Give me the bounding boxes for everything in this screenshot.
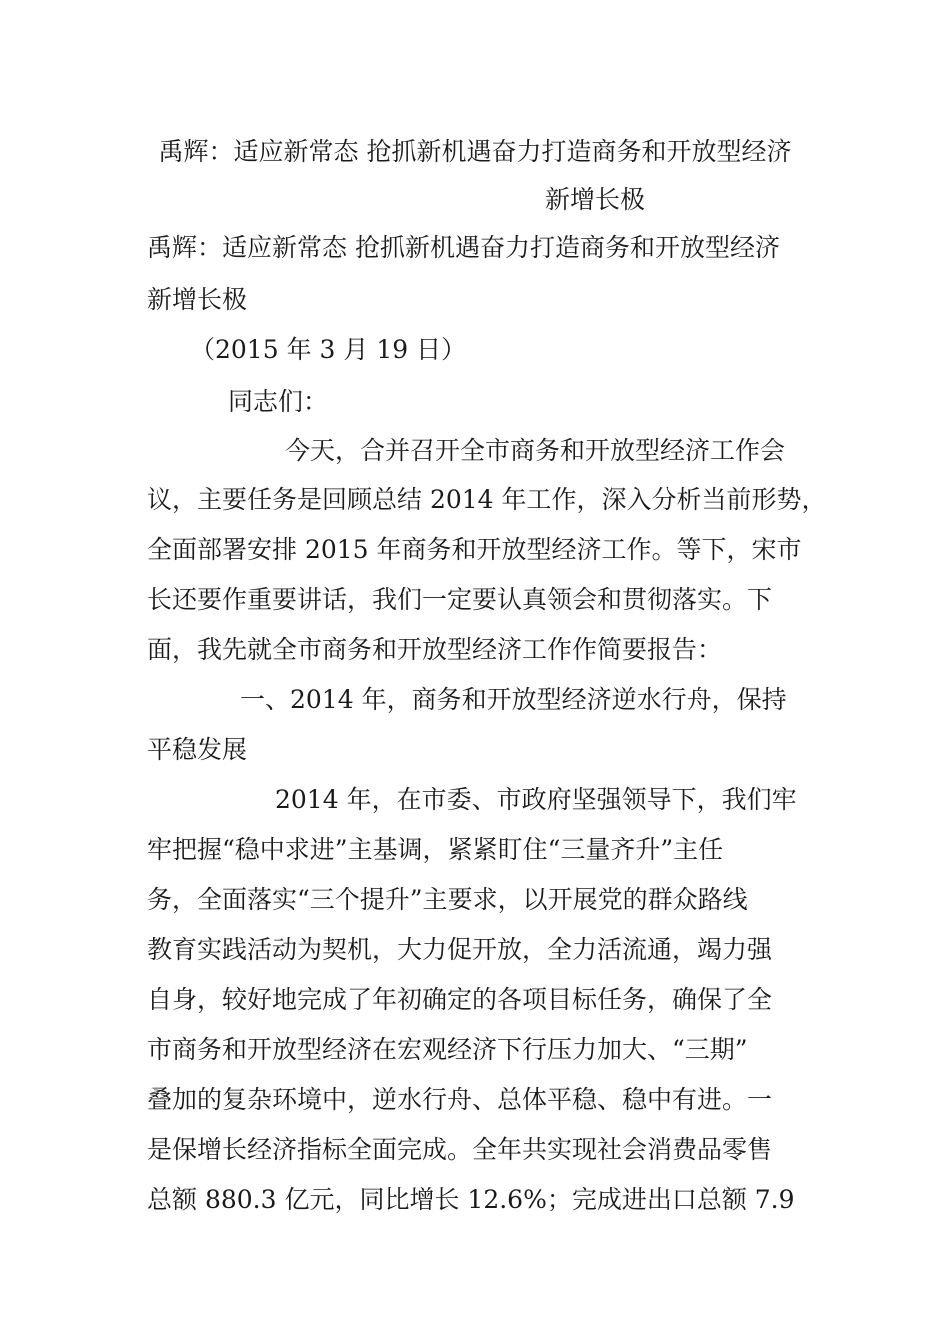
document-title bbox=[145, 132, 805, 220]
paragraph-1-line: 全面部署安排 2015 年商务和开放型经济工作。等下，宋市 bbox=[147, 535, 802, 564]
title-line-1: 禹辉：适应新常态 抢抓新机遇奋力打造商务和开放型经济 bbox=[158, 137, 792, 166]
paragraph-2-line: 牢把握“稳中求进”主基调，紧紧盯住“三量齐升”主任 bbox=[147, 835, 724, 864]
paragraph-1-line: 长还要作重要讲话，我们一定要认真领会和贯彻落实。下 bbox=[147, 585, 773, 614]
paragraph-1-line: 今天，合并召开全市商务和开放型经济工作会 bbox=[285, 436, 786, 465]
paragraph-2-line: 是保增长经济指标全面完成。全年共实现社会消费品零售 bbox=[147, 1135, 773, 1164]
paragraph-1-line: 议，主要任务是回顾总结 2014 年工作，深入分析当前形势， bbox=[147, 485, 827, 514]
section-heading-line: 平稳发展 bbox=[147, 735, 248, 764]
subtitle-line-1: 禹辉：适应新常态 抢抓新机遇奋力打造商务和开放型经济 bbox=[147, 233, 780, 262]
paragraph-2-line: 自身，较好地完成了年初确定的各项目标任务，确保了全 bbox=[147, 985, 773, 1014]
paragraph-2-line: 叠加的复杂环境中，逆水行舟、总体平稳、稳中有进。一 bbox=[147, 1085, 773, 1114]
subtitle-line-2: 新增长极 bbox=[147, 285, 248, 314]
salutation: 同志们： bbox=[228, 387, 329, 416]
paragraph-2-line: 务，全面落实“三个提升”主要求，以开展党的群众路线 bbox=[147, 885, 748, 914]
paragraph-2-line: 2014 年，在市委、市政府坚强领导下，我们牢 bbox=[275, 785, 797, 814]
paragraph-1-line: 面，我先就全市商务和开放型经济工作作简要报告： bbox=[147, 635, 723, 664]
paragraph-2-line: 总额 880.3 亿元，同比增长 12.6%；完成进出口总额 7.9 bbox=[147, 1185, 795, 1214]
document-date: （2015 年 3 月 19 日） bbox=[190, 335, 467, 364]
section-heading-line: 一、2014 年，商务和开放型经济逆水行舟，保持 bbox=[240, 685, 787, 714]
title-line-2: 新增长极 bbox=[544, 185, 645, 214]
paragraph-2-line: 市商务和开放型经济在宏观经济下行压力加大、“三期” bbox=[147, 1035, 748, 1064]
paragraph-2-line: 教育实践活动为契机，大力促开放，全力活流通，竭力强 bbox=[147, 935, 773, 964]
